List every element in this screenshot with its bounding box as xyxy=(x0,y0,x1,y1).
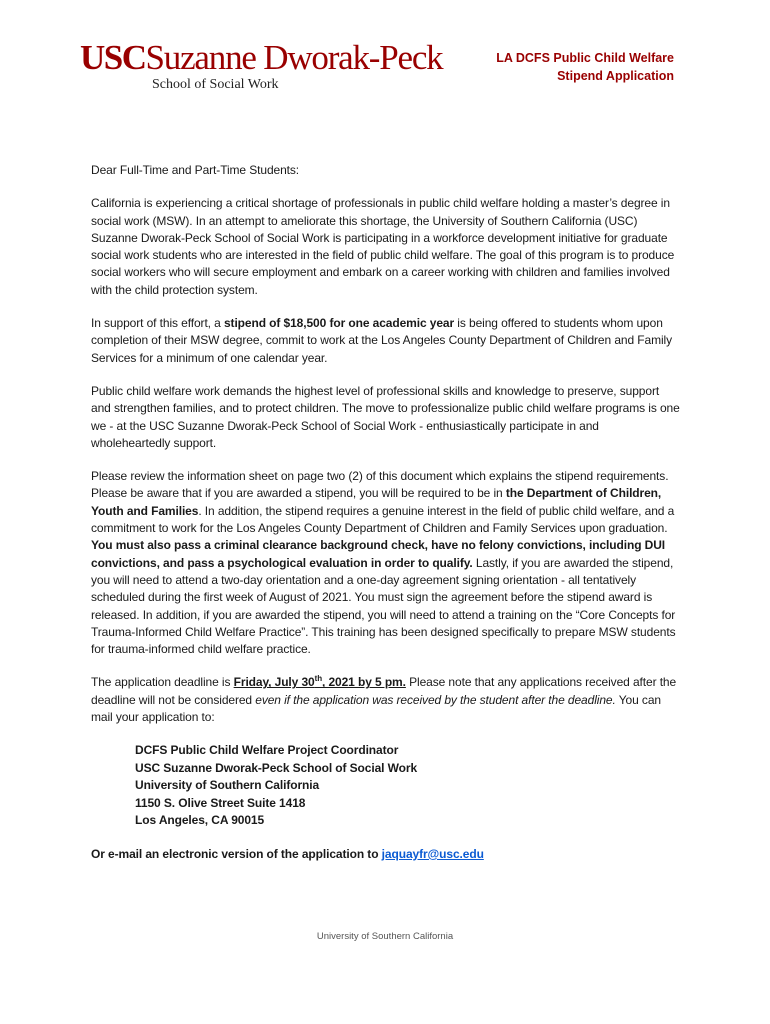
paragraph-1: California is experiencing a critical shortage of professionals in public child welfare holding a master’s degree in social work (MSW). In an attempt to ameliorate this shortage, the University of Southern California (USC) Suzanne Dworak-Peck School of Social Work is participating in a workforce development initiative for graduate social work students who are interested in the field of public child welfare. The goal of this program is to produce social workers who will secure employment and embark on a career working with children and families involved with the child protection system. xyxy=(91,196,675,297)
stipend-amount: stipend of $18,500 for one academic year xyxy=(223,316,455,331)
document-title xyxy=(496,49,674,85)
deadline-note: even if the application was received by the student after the deadline. xyxy=(255,692,616,707)
footer: University of Southern California xyxy=(316,931,454,942)
address-line: University of Southern California xyxy=(135,778,320,793)
logo-school: School of Social Work xyxy=(152,77,279,92)
address-line: 1150 S. Olive Street Suite 1418 xyxy=(135,795,306,810)
usc-logo xyxy=(80,40,442,93)
logo-wordmark xyxy=(80,40,442,76)
logo-name: Suzanne Dworak-Peck xyxy=(145,38,443,77)
greeting: Dear Full-Time and Part-Time Students: xyxy=(91,163,300,177)
paragraph-5: The application deadline is Friday, July 30th, 2021 by 5 pm. Please note that any applications received after the deadline will not be considered even if the application was received by the student after the deadline. You can mail your application to: xyxy=(91,674,677,725)
title-line-2: Stipend Application xyxy=(557,69,674,83)
deadline: Friday, July 30th, 2021 by 5 pm. xyxy=(233,674,406,690)
address-line: DCFS Public Child Welfare Project Coordinator xyxy=(135,743,399,758)
logo-usc: USC xyxy=(80,38,146,77)
paragraph-4: Please review the information sheet on page two (2) of this document which explains the stipend requirements. Please be aware that if you are awarded a stipend, you will be required to be in the Department of Children, Youth and Families. In addition, the stipend requires a genuine interest in the field of public child welfare, and a commitment to work for the Los Angeles County Department of Children and Family Services upon graduation. You must also pass a criminal clearance background check, have no felony convictions, including DUI convictions, and pass a psychological evaluation in order to qualify. Lastly, if you are awarded the stipend, you will need to attend a two-day orientation and a one-day agreement signing orientation - all tentatively scheduled during the first week of August of 2021. You must sign the agreement before the stipend award is released. In addition, if you are awarded the stipend, you will need to attend a training on the “Core Concepts for Trauma-Informed Child Welfare Practice”. This training has been designed specifically to prepare MSW students for trauma-informed child welfare practice. xyxy=(91,469,676,657)
address-line: Los Angeles, CA 90015 xyxy=(135,813,265,828)
paragraph-2: In support of this effort, a stipend of $18,500 for one academic year is being offered to students whom upon completion of their MSW degree, commit to work at the Los Angeles County Department of Children and Family Services for a minimum of one calendar year. xyxy=(91,316,673,365)
department-name: the Department of Children, Youth and Families xyxy=(91,486,662,518)
clearance-requirement: You must also pass a criminal clearance background check, have no felony convictions, including DUI convictions, and pass a psychological evaluation in order to qualify. xyxy=(91,538,666,570)
mailing-address xyxy=(135,742,681,830)
title-line-1: LA DCFS Public Child Welfare xyxy=(496,51,674,65)
address-line: USC Suzanne Dworak-Peck School of Social Work xyxy=(135,760,418,775)
email-instruction: Or e-mail an electronic version of the application to jaquayfr@usc.edu xyxy=(91,846,484,861)
paragraph-3: Public child welfare work demands the highest level of professional skills and knowledge to preserve, support and strengthen families, and to protect children. The move to professionalize public child welfare programs is one we - at the USC Suzanne Dworak-Peck School of Social Work - enthusiastically participate in and wholeheartedly support. xyxy=(91,383,680,450)
email-link[interactable]: jaquayfr@usc.edu xyxy=(381,846,484,861)
letter-body xyxy=(91,162,681,879)
